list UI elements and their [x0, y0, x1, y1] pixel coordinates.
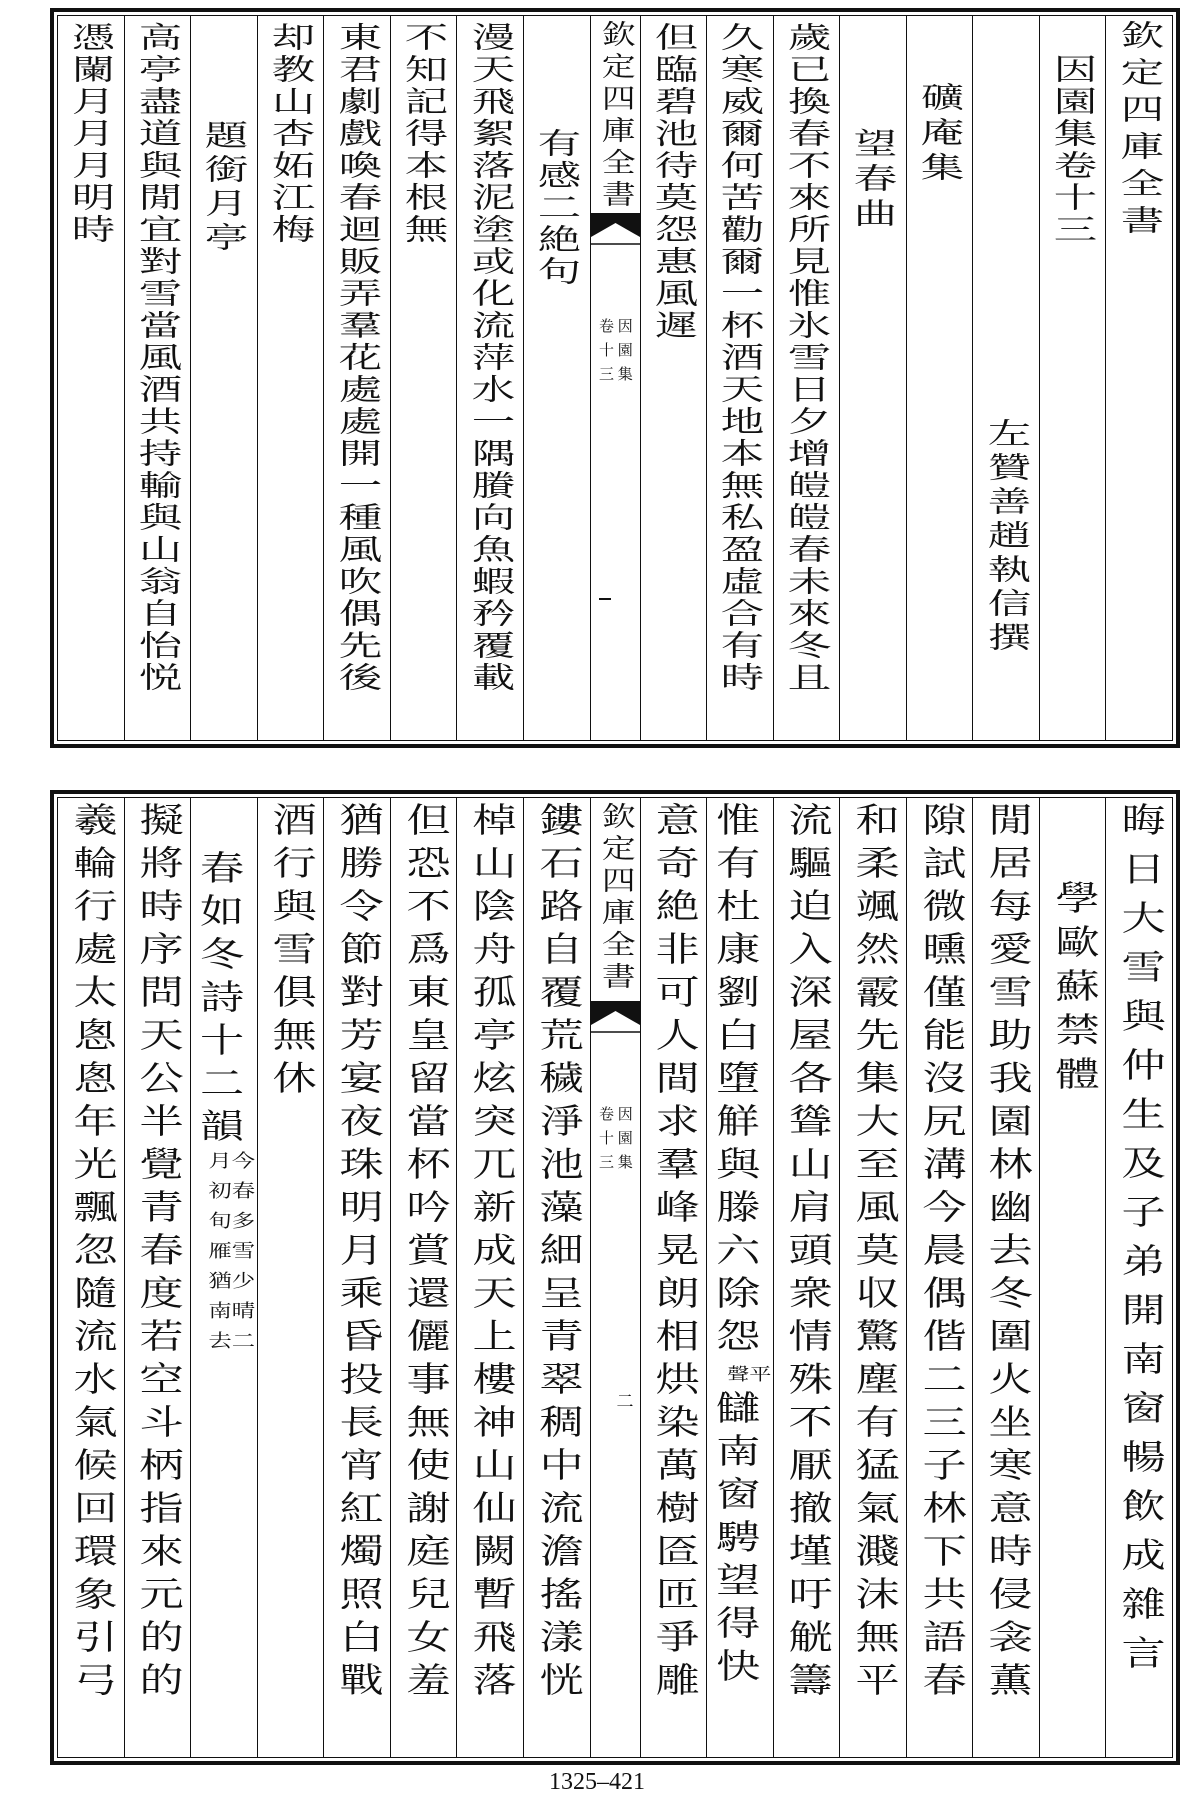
center-book-title: 因園集 — [615, 1106, 634, 1178]
poem-text: 但恐不爲東皇留當杯吟賞還儷事無使謝庭兒女羞 — [397, 802, 450, 1705]
annotation-line: 平 — [744, 1365, 771, 1382]
poem-text-column — [323, 798, 390, 1757]
center-fold-column — [590, 798, 640, 1757]
header-column — [1105, 16, 1172, 740]
fishtail-mark — [591, 213, 640, 249]
poem-text: 不知記得本根無 — [398, 22, 450, 246]
poem-title-column — [523, 16, 590, 740]
poem-title: 春如冬詩十二韻 — [191, 850, 244, 1151]
volume-title-column — [1039, 16, 1106, 740]
poem-text-column — [58, 16, 124, 740]
upper-half-page — [50, 8, 1180, 748]
poem-title: 題銜月亭 — [199, 120, 251, 256]
poem-subtitle-column — [1039, 798, 1106, 1757]
poem-text-column — [972, 798, 1039, 1757]
center-volume-label — [596, 318, 634, 390]
fishtail-mark — [591, 1001, 640, 1037]
lower-half-page — [50, 790, 1180, 1765]
poem-text: 猶勝令節對芳宴夜珠明月乘昏投長宵紅燭照白戰 — [331, 802, 384, 1705]
poem-text: 閒居每愛雪助我園林幽去冬圍火坐寒意時侵衾薫 — [980, 802, 1033, 1705]
poem-text-column — [456, 798, 523, 1757]
poem-text-column — [456, 16, 523, 740]
poem-text-after-note: 讎南窗騁望得快 — [707, 1390, 760, 1691]
poem-title-column — [1105, 798, 1172, 1757]
tone-annotation — [722, 1365, 771, 1382]
poem-text: 高亭盡道與閒宜對雪當風酒共持輸與山翁自怡悦 — [132, 22, 184, 694]
poem-text: 擬將時序問天公半覺青春度若空斗柄指來元的的 — [131, 802, 184, 1705]
poem-text-with-note — [707, 798, 771, 1691]
fishtail-band — [591, 213, 640, 237]
author-column — [972, 16, 1039, 740]
poem-text: 隙試微曛僅能沒尻溝今晨偶偕二三子林下共語春 — [913, 802, 966, 1705]
poem-text: 但臨碧池待莫怨惠風遲 — [648, 22, 700, 342]
center-book-title: 因園集 — [615, 318, 634, 390]
annotation-line: 今春多雪少晴二 — [227, 1151, 256, 1361]
poem-text-column — [640, 16, 707, 740]
poem-title-column — [839, 16, 906, 740]
author-line: 左贊善趙執信撰 — [981, 418, 1033, 656]
poem-text-column — [523, 798, 590, 1757]
poem-text-column — [773, 798, 840, 1757]
center-fold-column — [590, 16, 640, 740]
poem-title: 有感二絶句 — [531, 128, 583, 288]
poem-text: 漫天飛絮落泥塗或化流萍水一隅賸向魚蝦矜覆載 — [465, 22, 517, 694]
poem-text: 却教山杏妬江梅 — [265, 22, 317, 246]
poem-title-column — [190, 16, 257, 740]
poem-text: 酒行與雪俱無休 — [264, 802, 317, 1103]
poem-text-column — [323, 16, 390, 740]
poem-text: 流驅迫入深屋各聳山肩頭衆情殊不厭撤墐吁觥籌 — [780, 802, 833, 1705]
series-title: 欽定四庫全書 — [1114, 20, 1166, 242]
collection-title: 礦庵集 — [914, 82, 966, 187]
poem-text: 久寒威爾何苦勸爾一杯酒天地本無私盈虛合有時 — [715, 22, 767, 694]
lower-column-grid — [57, 797, 1173, 1758]
poem-text: 東君劇戲喚春迴販弄羣花處處開一種風吹偶先後 — [332, 22, 384, 694]
center-volume-label — [596, 1106, 634, 1178]
poem-text-column — [257, 798, 324, 1757]
center-tick-mark — [599, 598, 611, 600]
poem-text-before-note: 惟有杜康劉白墮觧與滕六除怨 — [707, 802, 760, 1361]
poem-title: 晦日大雪與仲生及子弟開南窗暢飲成雜言 — [1113, 802, 1166, 1684]
annotation-line: 月初旬雁猶南去 — [204, 1151, 232, 1361]
poem-text-column — [839, 798, 906, 1757]
page-number: 1325–421 — [549, 1769, 645, 1795]
poem-text: 憑闌月月月明時 — [66, 22, 118, 246]
folio-number: 二 — [616, 1392, 634, 1412]
poem-text: 羲輪行處太悤悤年光飄忽隨流水氣候回環象引弓 — [64, 802, 117, 1705]
poem-text-column — [906, 798, 973, 1757]
poem-text-column — [124, 16, 191, 740]
center-series-title: 欽定四庫全書 — [595, 802, 635, 994]
center-series-title: 欽定四庫全書 — [595, 20, 635, 212]
poem-text: 和柔颯然霰先集大至風莫収驚塵有猛氣濺沫無平 — [846, 802, 899, 1705]
center-volume: 卷十三 — [597, 1106, 615, 1178]
poem-text-column — [773, 16, 840, 740]
poem-title-column — [190, 798, 257, 1757]
poem-text: 意奇絶非可人間求羣峰晃朗相烘染萬樹匼匝爭雕 — [647, 802, 700, 1705]
annotation-line: 聲 — [722, 1365, 749, 1382]
volume-title: 因園集卷十三 — [1047, 54, 1099, 246]
title-annotation — [204, 1151, 256, 1361]
collection-title-column — [906, 16, 973, 740]
poem-text-column — [58, 798, 124, 1757]
poem-text-column — [706, 798, 773, 1757]
fishtail-band — [591, 1001, 640, 1025]
poem-text: 歲已換春不來所見惟氷雪日夕增皚皚春未來冬且 — [781, 22, 833, 694]
poem-text: 棹山陰舟孤亭炫突兀新成天上樓神山仙闕暫飛落 — [464, 802, 517, 1705]
poem-text-column — [390, 16, 457, 740]
poem-text-column — [257, 16, 324, 740]
poem-text-column — [390, 798, 457, 1757]
center-volume: 卷十三 — [597, 318, 615, 390]
poem-title: 望春曲 — [848, 128, 900, 233]
poem-text-column — [124, 798, 191, 1757]
poem-text-column — [706, 16, 773, 740]
poem-subtitle: 學歐蘇禁體 — [1046, 880, 1099, 1100]
poem-title-with-note — [191, 798, 256, 1361]
upper-column-grid — [57, 15, 1173, 741]
poem-text: 鏤石路自覆荒穢淨池藻細呈青翠稠中流澹搖漾恍 — [530, 802, 583, 1705]
poem-text-column — [640, 798, 707, 1757]
